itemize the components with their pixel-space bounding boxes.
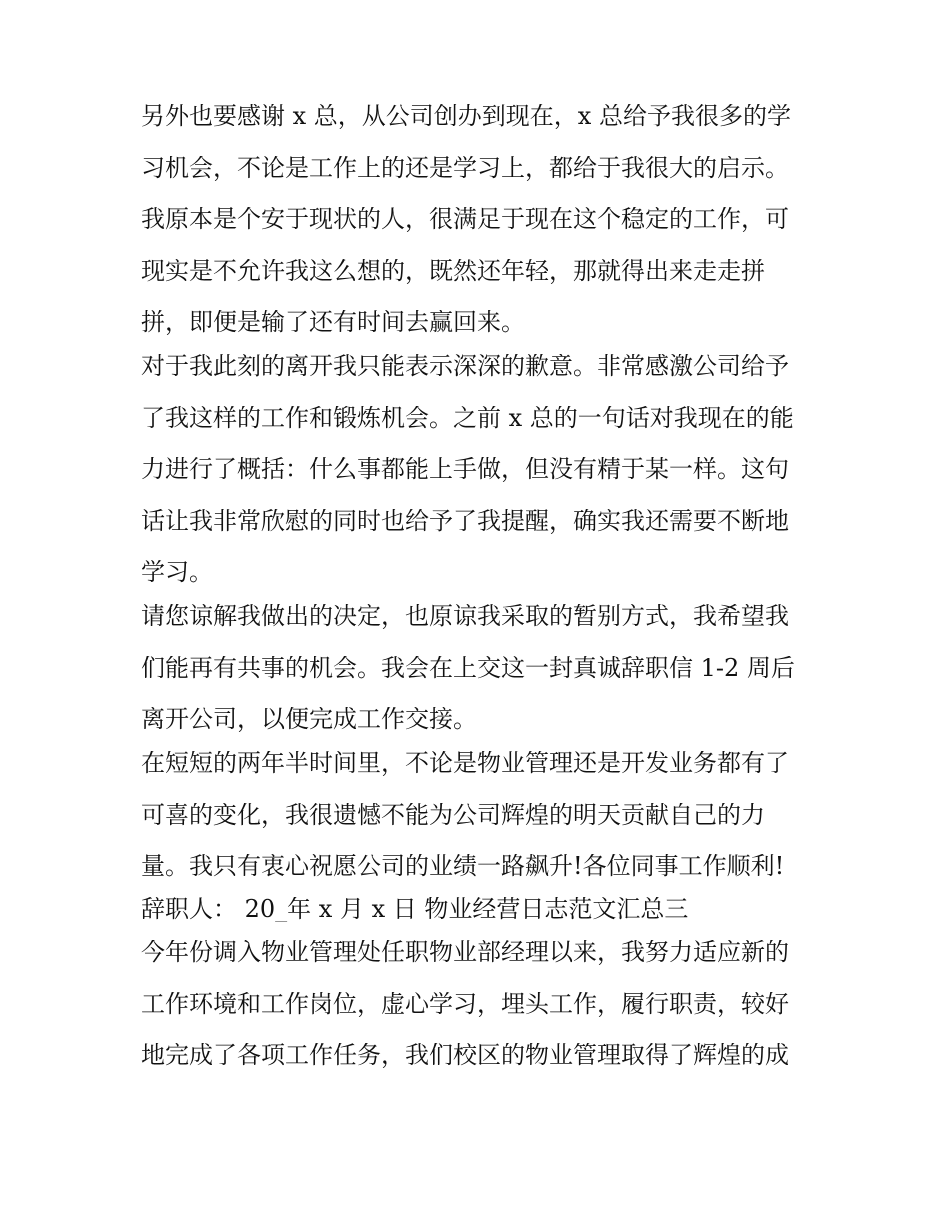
signature-line: 辞职人： 20_年 x 月 x 日 物业经营日志范文汇总三 [141, 897, 689, 922]
text-line: 力进行了概括：什么事都能上手做，但没有精于某一样。这句 [141, 457, 789, 482]
text-line: 学习。 [141, 560, 213, 585]
text-line: 地完成了各项工作任务，我们校区的物业管理取得了辉煌的成 [141, 1043, 789, 1068]
text-line: 在短短的两年半时间里，不论是物业管理还是开发业务都有了 [141, 751, 789, 776]
text-line: 可喜的变化，我很遗憾不能为公司辉煌的明天贡献自己的力 [141, 802, 765, 828]
text-line: 工作环境和工作岗位，虚心学习，埋头工作，履行职责，较好 [141, 991, 789, 1017]
text-line: 们能再有共事的机会。我会在上交这一封真诚辞职信 1-2 周后 [141, 655, 795, 681]
text-line: 习机会，不论是工作上的还是学习上，都给于我很大的启示。 [141, 155, 789, 181]
text-line: 我原本是个安于现状的人，很满足于现在这个稳定的工作，可 [141, 207, 789, 232]
text-line: 另外也要感谢 x 总，从公司创办到现在，x 总给予我很多的学 [141, 104, 791, 129]
text-line: 话让我非常欣慰的同时也给予了我提醒，确实我还需要不断地 [141, 508, 789, 534]
text-line: 请您谅解我做出的决定，也原谅我采取的暂别方式，我希望我 [141, 604, 789, 629]
text-line: 对于我此刻的离开我只能表示深深的歉意。非常感激公司给予 [141, 354, 789, 379]
document-body [141, 104, 821, 1095]
text-line: 了我这样的工作和锻炼机会。之前 x 总的一句话对我现在的能 [141, 405, 794, 431]
text-line: 离开公司，以便完成工作交接。 [141, 707, 477, 732]
text-line: 今年份调入物业管理处任职物业部经理以来，我努力适应新的 [141, 940, 789, 965]
text-line: 现实是不允许我这么想的，既然还年轻，那就得出来走走拼 [141, 258, 765, 284]
text-line: 拼，即便是输了还有时间去赢回来。 [141, 310, 525, 335]
text-line: 量。我只有衷心祝愿公司的业绩一路飙升!各位同事工作顺利! [141, 854, 785, 879]
